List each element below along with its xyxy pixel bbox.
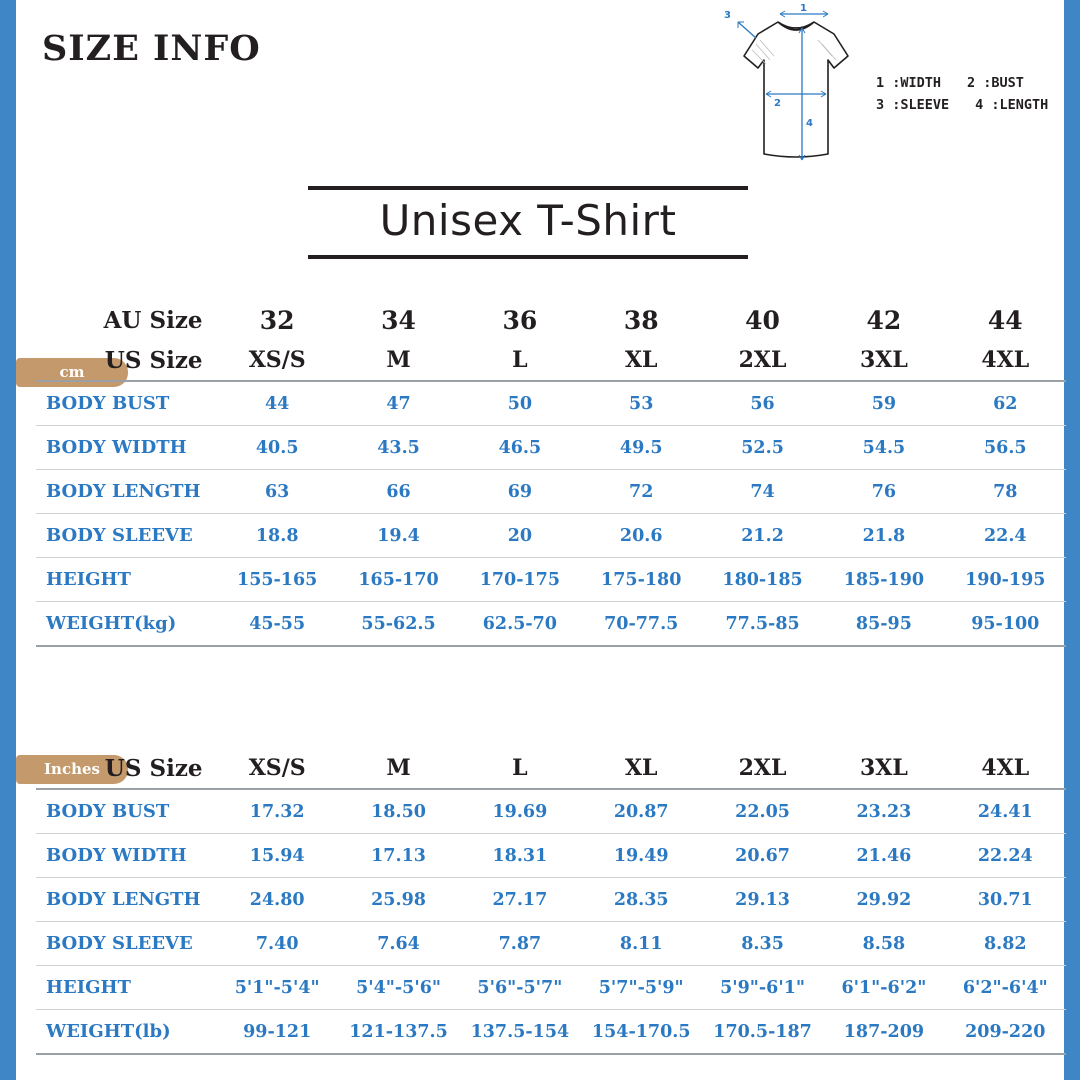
data-cell: 45-55 — [217, 602, 338, 647]
table-row — [36, 966, 1066, 1010]
legend-item-1: 1 :WIDTH — [876, 75, 942, 91]
data-cell: 44 — [217, 381, 338, 426]
data-cell: 49.5 — [581, 426, 702, 470]
data-cell: 74 — [702, 470, 823, 514]
table-header-au — [36, 300, 1066, 340]
data-cell: 7.64 — [338, 922, 459, 966]
data-cell: 19.4 — [338, 514, 459, 558]
table-row — [36, 602, 1066, 647]
row-label: BODY WIDTH — [36, 834, 217, 878]
us-size-cell: L — [459, 748, 580, 789]
data-cell: 5'4"-5'6" — [338, 966, 459, 1010]
row-label: BODY BUST — [36, 789, 217, 834]
us-size-cell: XL — [581, 340, 702, 381]
metric-size-table — [36, 300, 1066, 647]
data-cell: 53 — [581, 381, 702, 426]
data-cell: 25.98 — [338, 878, 459, 922]
data-cell: 20 — [459, 514, 580, 558]
row-label: WEIGHT(lb) — [36, 1010, 217, 1055]
data-cell: 40.5 — [217, 426, 338, 470]
data-cell: 121-137.5 — [338, 1010, 459, 1055]
us-size-cell: 2XL — [702, 340, 823, 381]
us-size-cell: 2XL — [702, 748, 823, 789]
row-label: BODY SLEEVE — [36, 922, 217, 966]
data-cell: 62.5-70 — [459, 602, 580, 647]
diagram-legend — [876, 72, 1048, 116]
data-cell: 29.13 — [702, 878, 823, 922]
table-row — [36, 426, 1066, 470]
us-size-cell: M — [338, 748, 459, 789]
data-cell: 15.94 — [217, 834, 338, 878]
data-cell: 20.6 — [581, 514, 702, 558]
us-size-cell: 4XL — [945, 748, 1066, 789]
data-cell: 22.05 — [702, 789, 823, 834]
table-row — [36, 558, 1066, 602]
diagram-marker-1: 1 — [800, 4, 807, 14]
us-size-cell: XS/S — [217, 340, 338, 381]
tshirt-measurement-diagram — [696, 4, 896, 184]
data-cell: 56 — [702, 381, 823, 426]
data-cell: 20.67 — [702, 834, 823, 878]
data-cell: 5'7"-5'9" — [581, 966, 702, 1010]
data-cell: 21.46 — [823, 834, 944, 878]
us-size-cell: 3XL — [823, 340, 944, 381]
data-cell: 137.5-154 — [459, 1010, 580, 1055]
data-cell: 8.58 — [823, 922, 944, 966]
data-cell: 54.5 — [823, 426, 944, 470]
data-cell: 8.11 — [581, 922, 702, 966]
table-row — [36, 514, 1066, 558]
table-row — [36, 381, 1066, 426]
data-cell: 50 — [459, 381, 580, 426]
data-cell: 8.82 — [945, 922, 1066, 966]
data-cell: 17.32 — [217, 789, 338, 834]
data-cell: 47 — [338, 381, 459, 426]
data-cell: 6'1"-6'2" — [823, 966, 944, 1010]
data-cell: 154-170.5 — [581, 1010, 702, 1055]
data-cell: 5'6"-5'7" — [459, 966, 580, 1010]
legend-item-2: 2 :BUST — [967, 75, 1024, 91]
row-label: BODY BUST — [36, 381, 217, 426]
data-cell: 46.5 — [459, 426, 580, 470]
data-cell: 76 — [823, 470, 944, 514]
data-cell: 165-170 — [338, 558, 459, 602]
page-content — [16, 0, 1064, 1080]
data-cell: 21.2 — [702, 514, 823, 558]
au-size-cell: 40 — [745, 305, 780, 335]
diagram-marker-4: 4 — [806, 118, 813, 129]
data-cell: 56.5 — [945, 426, 1066, 470]
us-size-cell: XS/S — [217, 748, 338, 789]
data-cell: 23.23 — [823, 789, 944, 834]
row-label: BODY LENGTH — [36, 878, 217, 922]
header-label-us: US Size — [36, 340, 217, 381]
us-size-cell: XL — [581, 748, 702, 789]
row-label: HEIGHT — [36, 966, 217, 1010]
data-cell: 28.35 — [581, 878, 702, 922]
data-cell: 155-165 — [217, 558, 338, 602]
data-cell: 7.40 — [217, 922, 338, 966]
table-row — [36, 922, 1066, 966]
table-header-us — [36, 340, 1066, 381]
data-cell: 18.31 — [459, 834, 580, 878]
au-size-cell: 42 — [866, 305, 902, 335]
data-cell: 20.87 — [581, 789, 702, 834]
data-cell: 70-77.5 — [581, 602, 702, 647]
data-cell: 7.87 — [459, 922, 580, 966]
legend-item-3: 3 :SLEEVE — [876, 97, 950, 113]
data-cell: 209-220 — [945, 1010, 1066, 1055]
unit-tag-inches: Inches — [16, 755, 128, 784]
data-cell: 22.4 — [945, 514, 1066, 558]
au-size-cell: 38 — [623, 305, 659, 335]
us-size-cell: 4XL — [945, 340, 1066, 381]
data-cell: 55-62.5 — [338, 602, 459, 647]
data-cell: 18.50 — [338, 789, 459, 834]
page-title: SIZE INFO — [42, 28, 261, 69]
data-cell: 5'9"-6'1" — [702, 966, 823, 1010]
data-cell: 21.8 — [823, 514, 944, 558]
row-label: HEIGHT — [36, 558, 217, 602]
row-label: WEIGHT(kg) — [36, 602, 217, 647]
data-cell: 66 — [338, 470, 459, 514]
data-cell: 29.92 — [823, 878, 944, 922]
au-size-cell: 36 — [502, 305, 538, 335]
data-cell: 17.13 — [338, 834, 459, 878]
row-label: BODY WIDTH — [36, 426, 217, 470]
data-cell: 6'2"-6'4" — [945, 966, 1066, 1010]
product-title-banner — [308, 186, 748, 259]
data-cell: 62 — [945, 381, 1066, 426]
data-cell: 170.5-187 — [702, 1010, 823, 1055]
au-size-cell: 34 — [381, 305, 416, 335]
unit-tag-cm: cm — [16, 358, 128, 387]
data-cell: 180-185 — [702, 558, 823, 602]
data-cell: 77.5-85 — [702, 602, 823, 647]
product-title: Unisex T-Shirt — [379, 196, 677, 245]
header-label-us: US Size — [36, 748, 217, 789]
data-cell: 95-100 — [945, 602, 1066, 647]
table-row — [36, 470, 1066, 514]
data-cell: 27.17 — [459, 878, 580, 922]
data-cell: 175-180 — [581, 558, 702, 602]
table-row — [36, 834, 1066, 878]
us-size-cell: L — [459, 340, 580, 381]
data-cell: 99-121 — [217, 1010, 338, 1055]
us-size-cell: M — [338, 340, 459, 381]
right-border-stripe — [1064, 0, 1080, 1080]
data-cell: 185-190 — [823, 558, 944, 602]
data-cell: 187-209 — [823, 1010, 944, 1055]
left-border-stripe — [0, 0, 16, 1080]
imperial-size-table — [36, 748, 1066, 1055]
data-cell: 18.8 — [217, 514, 338, 558]
header-label-au: AU Size — [103, 306, 203, 334]
data-cell: 22.24 — [945, 834, 1066, 878]
data-cell: 30.71 — [945, 878, 1066, 922]
us-size-cell: 3XL — [823, 748, 944, 789]
diagram-marker-2: 2 — [774, 98, 781, 109]
data-cell: 170-175 — [459, 558, 580, 602]
data-cell: 43.5 — [338, 426, 459, 470]
data-cell: 59 — [823, 381, 944, 426]
row-label: BODY LENGTH — [36, 470, 217, 514]
table-row — [36, 789, 1066, 834]
data-cell: 85-95 — [823, 602, 944, 647]
row-label: BODY SLEEVE — [36, 514, 217, 558]
table-row — [36, 1010, 1066, 1055]
data-cell: 69 — [459, 470, 580, 514]
data-cell: 24.80 — [217, 878, 338, 922]
data-cell: 5'1"-5'4" — [217, 966, 338, 1010]
data-cell: 8.35 — [702, 922, 823, 966]
data-cell: 19.69 — [459, 789, 580, 834]
au-size-cell: 44 — [987, 305, 1023, 335]
table-header-us-inches — [36, 748, 1066, 789]
legend-item-4: 4 :LENGTH — [975, 97, 1049, 113]
table-row — [36, 878, 1066, 922]
data-cell: 52.5 — [702, 426, 823, 470]
au-size-cell: 32 — [259, 305, 295, 335]
data-cell: 72 — [581, 470, 702, 514]
data-cell: 63 — [217, 470, 338, 514]
data-cell: 24.41 — [945, 789, 1066, 834]
data-cell: 190-195 — [945, 558, 1066, 602]
data-cell: 78 — [945, 470, 1066, 514]
diagram-marker-3: 3 — [724, 10, 731, 21]
data-cell: 19.49 — [581, 834, 702, 878]
